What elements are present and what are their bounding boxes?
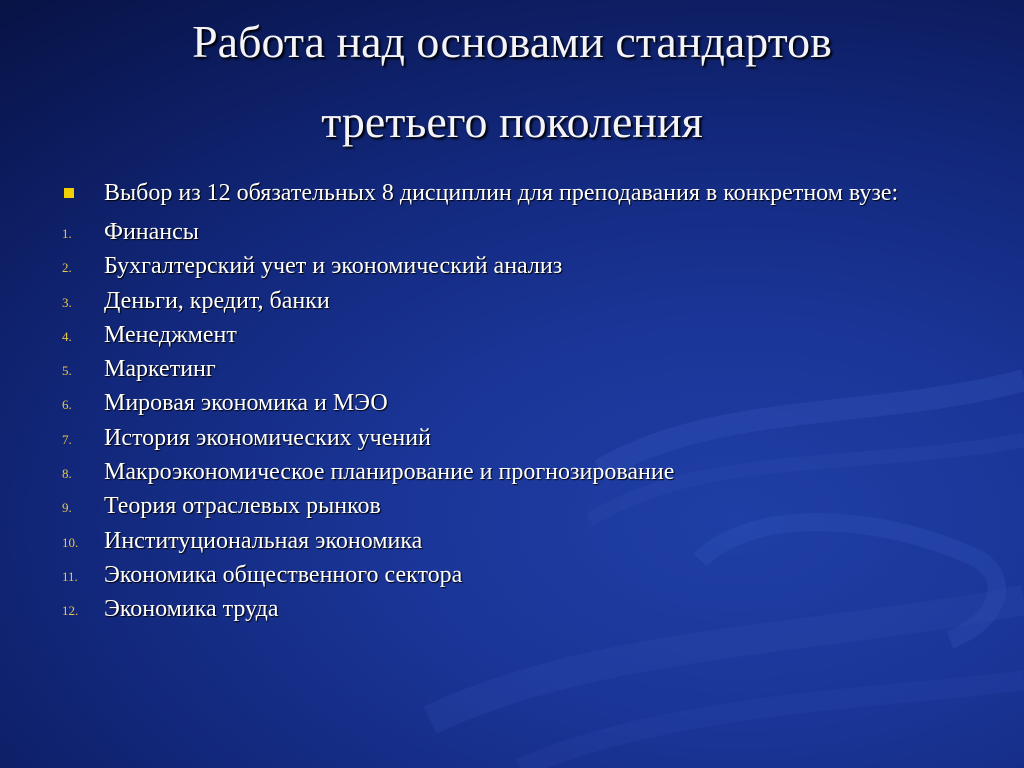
list-item <box>0 249 1024 283</box>
list-number: 11. <box>62 568 78 584</box>
list-item <box>0 215 1024 249</box>
list-item-text: Экономика труда <box>104 596 279 623</box>
list-item-text: Экономика общественного сектора <box>104 561 463 588</box>
list-item-text: Теория отраслевых рынков <box>104 493 381 520</box>
list-number: 2. <box>62 260 72 276</box>
list-number: 6. <box>62 397 72 413</box>
list-number: 8. <box>62 466 72 482</box>
list-item <box>0 524 1024 558</box>
list-item <box>0 489 1024 523</box>
list-item <box>0 592 1024 626</box>
bullet-item <box>0 180 1024 207</box>
list-number: 12. <box>62 603 79 619</box>
bullet-text: Выбор из 12 обязательных 8 дисциплин для преподавания в конкретном вузе: <box>104 180 899 206</box>
slide-content <box>0 180 1024 627</box>
list-number: 7. <box>62 431 72 447</box>
list-item-text: Бухгалтерский учет и экономический анализ <box>104 253 563 280</box>
list-number: 4. <box>62 328 72 344</box>
list-item <box>0 455 1024 489</box>
slide-title-line-2: третьего поколения <box>321 96 703 147</box>
list-item-text: Финансы <box>104 219 199 245</box>
list-item-text: Деньги, кредит, банки <box>104 287 330 314</box>
list-number: 5. <box>62 363 72 379</box>
numbered-list <box>0 215 1024 627</box>
list-number: 1. <box>62 226 72 241</box>
list-item-text: Институциональная экономика <box>104 527 423 554</box>
list-item <box>0 558 1024 592</box>
list-item-text: Мировая экономика и МЭО <box>104 390 388 417</box>
square-bullet-icon <box>64 188 74 198</box>
list-item <box>0 352 1024 386</box>
list-item <box>0 318 1024 352</box>
list-number: 10. <box>62 534 79 550</box>
list-item-text: История экономических учений <box>104 424 431 451</box>
list-item-text: Макроэкономическое планирование и прогнозирование <box>104 459 675 486</box>
list-item <box>0 386 1024 420</box>
list-item-text: Маркетинг <box>104 356 216 383</box>
slide-title-line-1: Работа над основами стандартов <box>192 16 832 67</box>
slide-title <box>0 2 1024 162</box>
list-number: 9. <box>62 500 72 516</box>
list-number: 3. <box>62 294 72 310</box>
list-item <box>0 284 1024 318</box>
list-item-text: Менеджмент <box>104 321 237 348</box>
list-item <box>0 421 1024 455</box>
